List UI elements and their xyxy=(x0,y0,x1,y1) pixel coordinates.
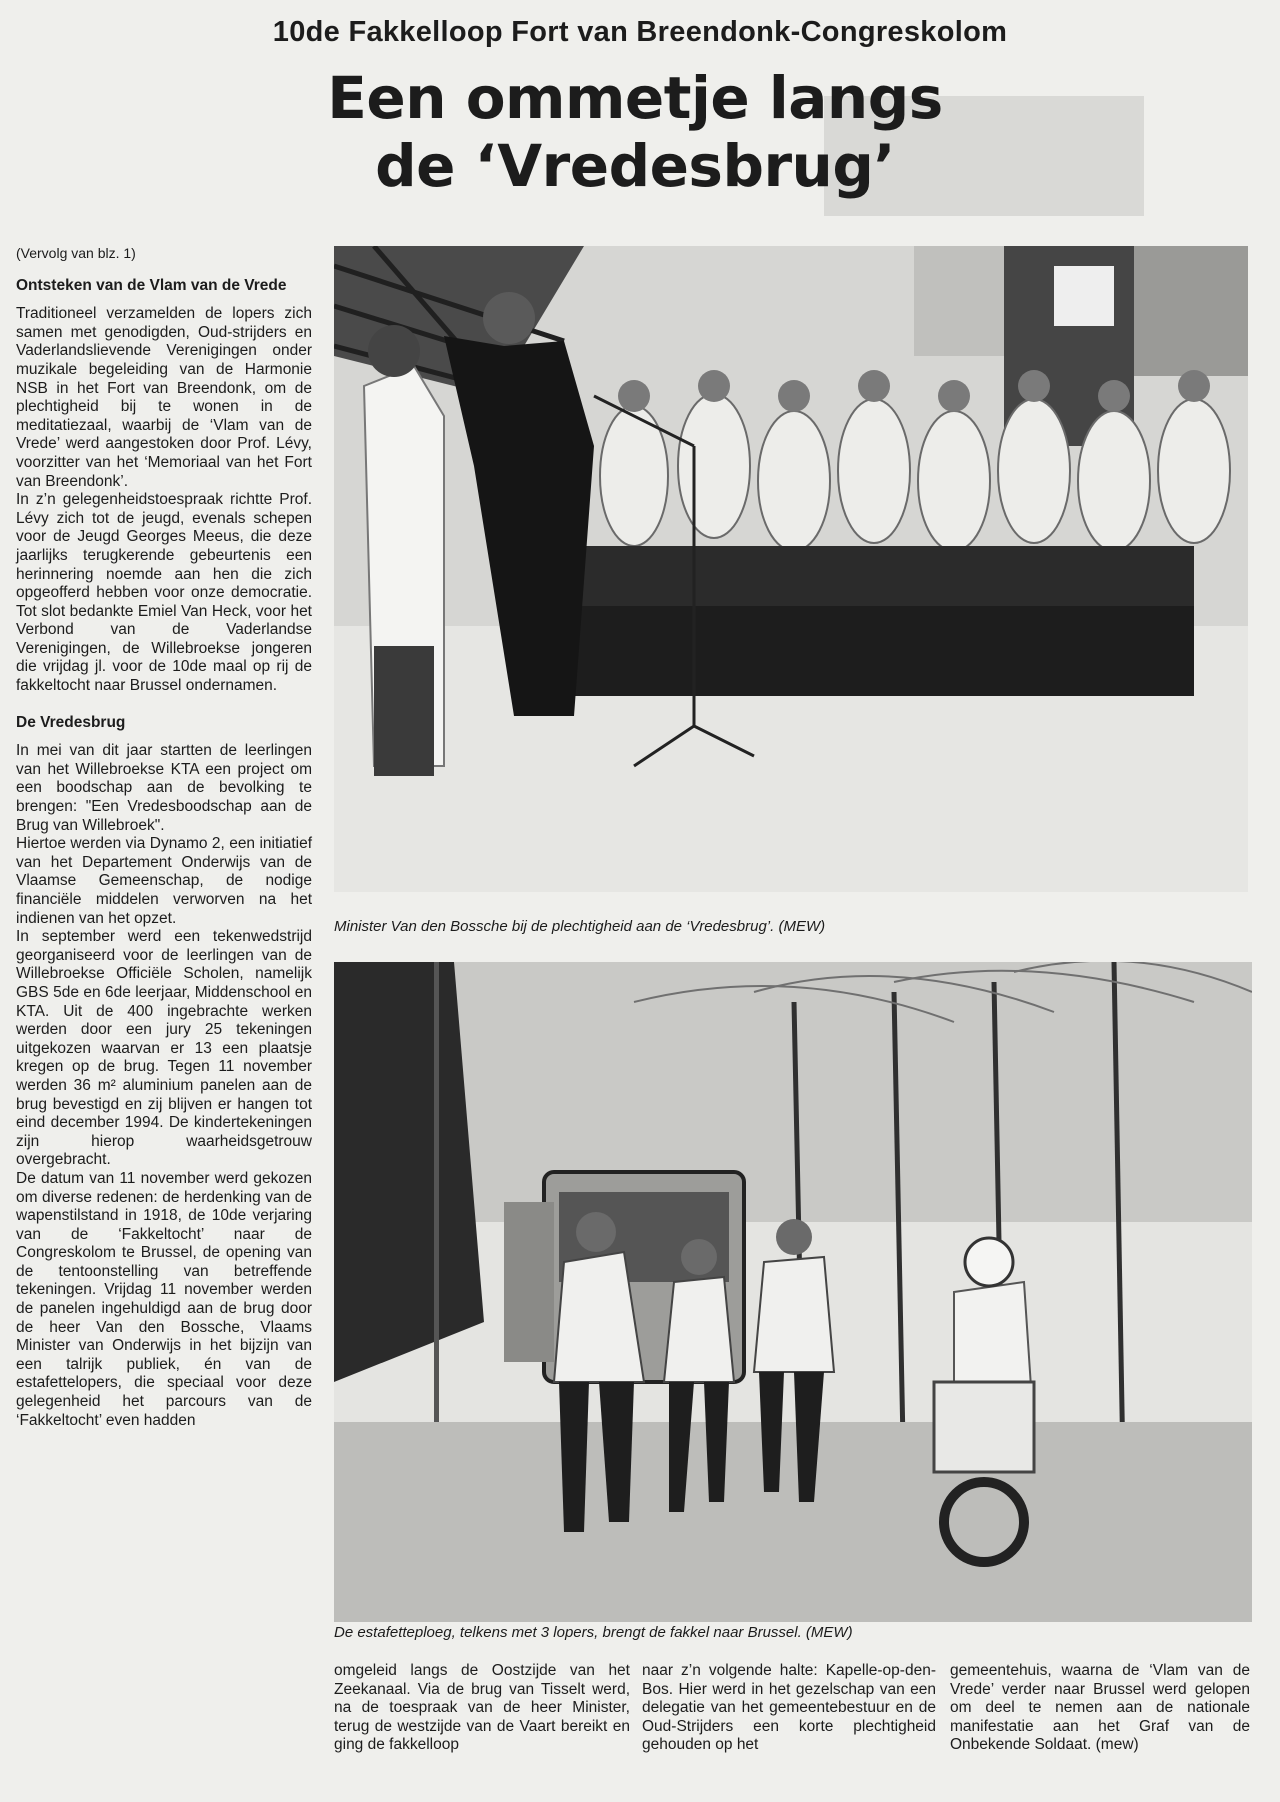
paragraph: In september werd een tekenwedstrijd georganiseerd voor de leerlingen van de Willebroekse Officiële Scholen, namelijk GBS 5de en 6de leerjaar, Middenschool en KTA. Uit de 400 ingebrachte werken werden door een jury 25 tekeningen uitgekozen waarvan er 13 een plaatsje kregen op de brug. Tegen 11 november werden 36 m² aluminium panelen aan de brug bevestigd en zij blijven er hangen tot eind december 1994. De kindertekeningen zijn hierop waarheidsgetrouw overgebracht. xyxy=(16,928,312,1169)
photo-caption-relay: De estafetteploeg, telkens met 3 lopers, brengt de fakkel naar Brussel. (MEW) xyxy=(334,1624,853,1641)
section-heading-flame: Ontsteken van de Vlam van de Vrede xyxy=(16,276,287,294)
continued-note: (Vervolg van blz. 1) xyxy=(16,245,136,261)
ceremony-photo-illustration xyxy=(334,246,1248,892)
photo-ceremony xyxy=(334,246,1248,892)
article-bottom-column-3: naar z’n volgende halte: Kapelle-op-den-Bos. Hier werd in het gezelschap van een delegatie van het gemeentebestuur en de Oud-Strijders een korte plechtigheid gehouden op het xyxy=(642,1662,936,1754)
kicker: 10de Fakkelloop Fort van Breendonk-Congreskolom xyxy=(272,16,1008,48)
article-left-column xyxy=(16,244,312,1430)
paragraph: In z’n gelegenheidstoespraak richtte Prof. Lévy zich tot de jeugd, evenals schepen voor de Jeugd Georges Meeus, die deze jaarlijks terugkerende gebeurtenis een herinnering noemde aan hen die zich opgeofferd hebben voor onze democratie. Tot slot bedankte Emiel Van Heck, voor het Verbond van de Vaderlandse Verenigingen, de Willebroekse jongeren die vrijdag jl. voor de 10de maal op rij de fakkeltocht naar Brussel ondernamen. xyxy=(16,491,312,695)
section-heading-bridge: De Vredesbrug xyxy=(16,713,126,731)
photo-relay-runners xyxy=(334,962,1252,1622)
relay-photo-illustration xyxy=(334,962,1252,1622)
headline xyxy=(260,64,1010,200)
headline-line-2: de ‘Vredesbrug’ xyxy=(375,132,895,200)
photo-caption-ceremony: Minister Van den Bossche bij de plechtigheid aan de ‘Vredesbrug’. (MEW) xyxy=(334,918,826,935)
paragraph: Hiertoe werden via Dynamo 2, een initiatief van het Departement Onderwijs van de Vlaamse Gemeenschap, de nodige financiële middelen verworven na het indienen van het opzet. xyxy=(16,835,312,927)
article-bottom-column-2: omgeleid langs de Oostzijde van het Zeekanaal. Via de brug van Tisselt werd, na de toespraak van de heer Minister, terug de westzijde van de Vaart bereikt en ging de fakkelloop xyxy=(334,1662,630,1754)
headline-line-1: Een ommetje langs xyxy=(327,64,943,132)
article-bottom-column-4: gemeentehuis, waarna de ‘Vlam van de Vrede’ verder naar Brussel werd gelopen om deel te nemen aan de nationale manifestatie aan het Graf van de Onbekende Soldaat. (mew) xyxy=(950,1662,1250,1754)
paragraph: De datum van 11 november werd gekozen om diverse redenen: de herdenking van de wapenstilstand in 1918, de 10de verjaring van de ‘Fakkeltocht’ naar de Congreskolom te Brussel, de opening van de tentoonstelling van betreffende tekeningen. Vrijdag 11 november werden de panelen ingehuldigd aan de brug door de heer Van den Bossche, Vlaams Minister van Onderwijs in het bijzijn van een talrijk publiek, én van de estafettelopers, die speciaal voor deze gelegenheid het parcours van de ‘Fakkeltocht’ even hadden xyxy=(16,1169,312,1429)
paragraph: Traditioneel verzamelden de lopers zich samen met genodigden, Oud-strijders en Vaderlandslievende Verenigingen onder muzikale begeleiding van de Harmonie NSB in het Fort van Breendonk, om de plechtigheid bij te wonen in de meditatiezaal, waarbij de ‘Vlam van de Vrede’ werd aangestoken door Prof. Lévy, voorzitter van het ‘Memoriaal van het Fort van Breendonk’. xyxy=(16,305,312,490)
paragraph: In mei van dit jaar startten de leerlingen van het Willebroekse KTA een project om een boodschap aan de bevolking te brengen: "Een Vredesboodschap aan de Brug van Willebroek". xyxy=(16,742,312,834)
